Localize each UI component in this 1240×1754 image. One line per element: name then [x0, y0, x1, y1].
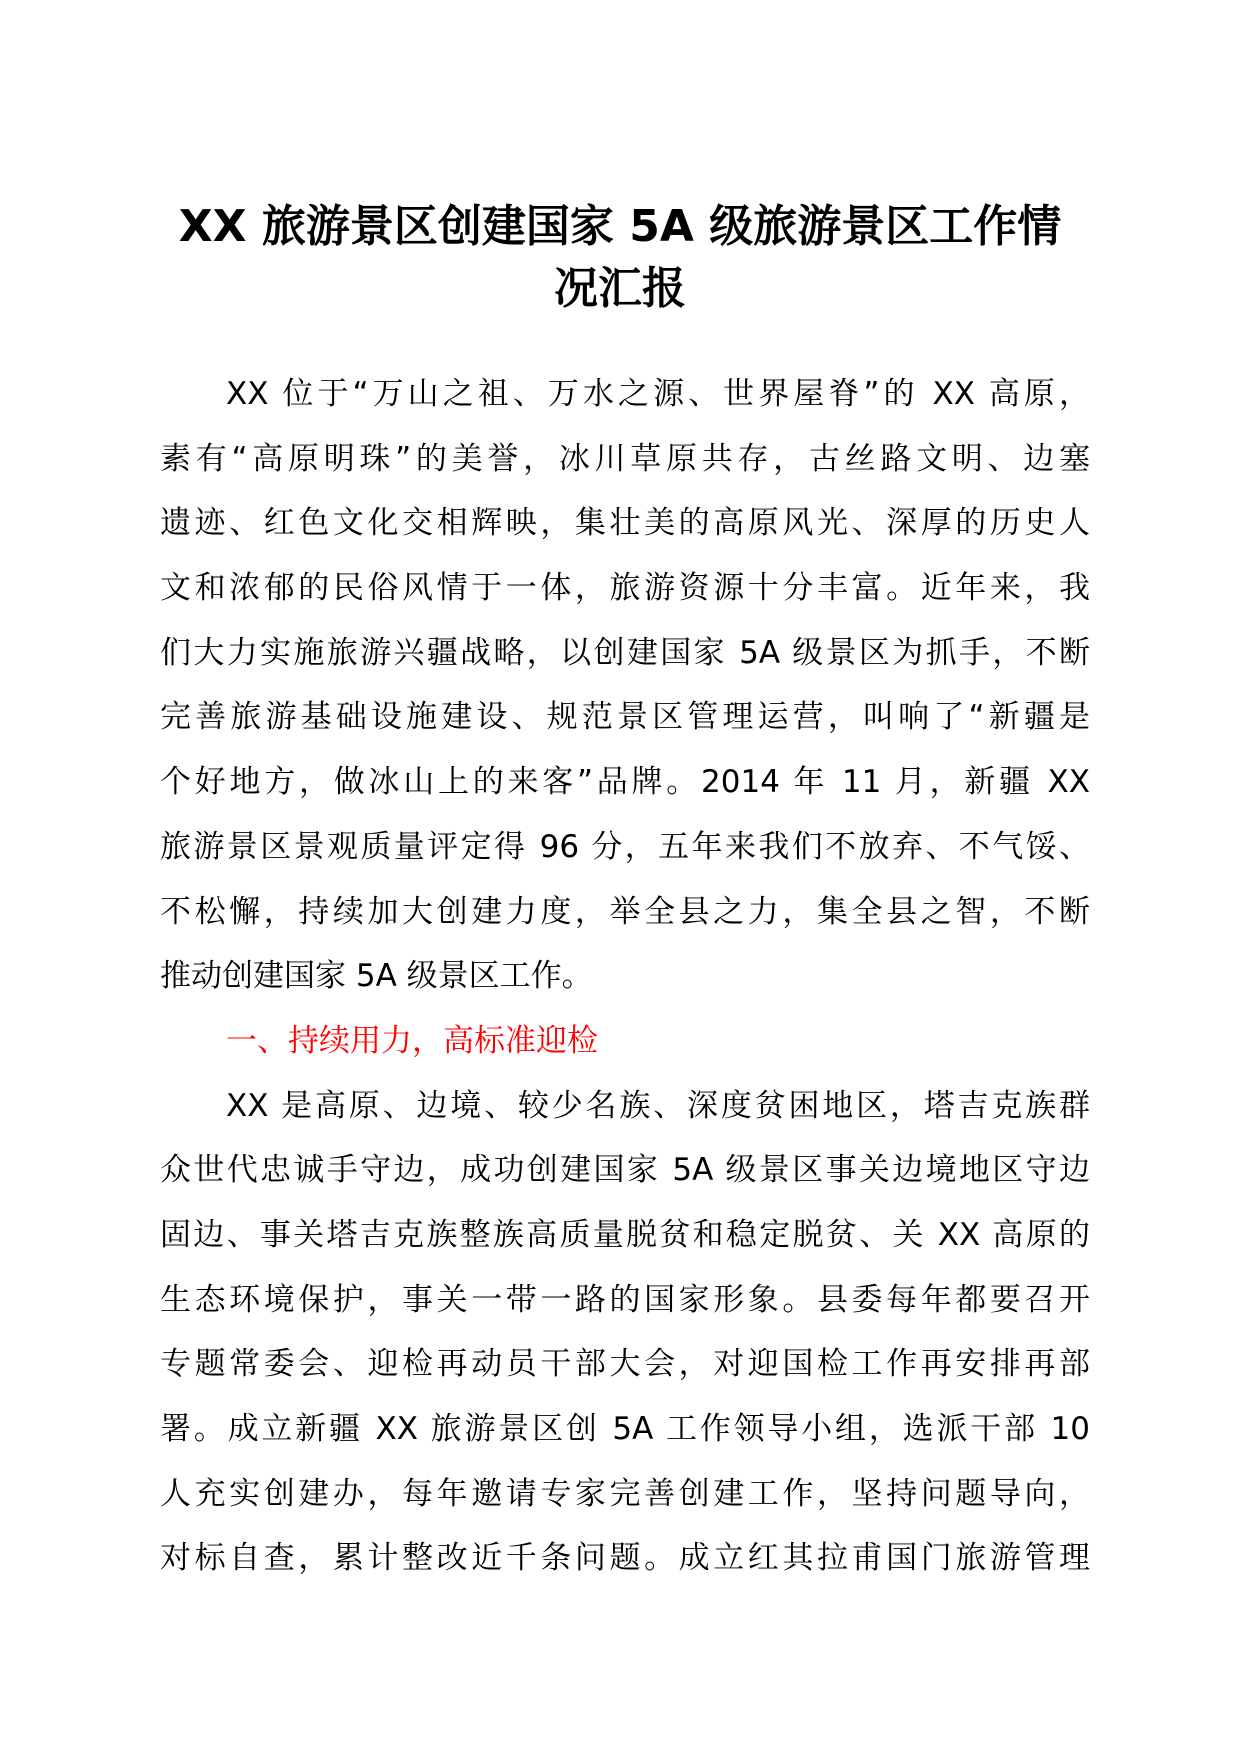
paragraph-intro: [160, 362, 1090, 1009]
document-title: [160, 196, 1080, 320]
paragraph-line: 固边、事关塔吉克族整族高质量脱贫和稳定脱贫、关 XX 高原的: [160, 1216, 1090, 1253]
title-line: XX 旅游景区创建国家 5A 级旅游景区工作情: [178, 201, 1062, 252]
paragraph-line: 众世代忠诚手守边，成功创建国家 5A 级景区事关边境地区守边: [160, 1152, 1090, 1189]
paragraph-line: 署。成立新疆 XX 旅游景区创 5A 工作领导小组，选派干部 10: [160, 1411, 1090, 1447]
paragraph-line: 素有“高原明珠”的美誉，冰川草原共存，古丝路文明、边塞: [160, 440, 1090, 477]
paragraph-line: 旅游景区景观质量评定得 96 分，五年来我们不放弃、不气馁、: [160, 828, 1090, 865]
document-body: [160, 362, 1090, 1591]
paragraph-line: XX 是高原、边境、较少名族、深度贫困地区，塔吉克族群: [226, 1087, 1090, 1124]
section-heading: 一、持续用力，高标准迎检: [226, 1022, 598, 1059]
paragraph-line: 个好地方，做冰山上的来客”品牌。2014 年 11 月，新疆 XX: [160, 764, 1090, 801]
paragraph-line: 对标自查，累计整改近千条问题。成立红其拉甫国门旅游管理: [160, 1540, 1090, 1577]
paragraph-line: 们大力实施旅游兴疆战略，以创建国家 5A 级景区为抓手，不断: [160, 634, 1090, 671]
paragraph-line: 专题常委会、迎检再动员干部大会，对迎国检工作再安排再部: [160, 1346, 1090, 1383]
paragraph-line: 生态环境保护，事关一带一路的国家形象。县委每年都要召开: [160, 1281, 1090, 1318]
paragraph-line: 不松懈，持续加大创建力度，举全县之力，集全县之智，不断: [160, 893, 1090, 930]
paragraph-section-1: [160, 1074, 1090, 1592]
paragraph-line: 文和浓郁的民俗风情于一体，旅游资源十分丰富。近年来，我: [160, 570, 1090, 607]
paragraph-line: 人充实创建办，每年邀请专家完善创建工作，坚持问题导向，: [160, 1475, 1090, 1512]
title-line: 况汇报: [554, 263, 686, 314]
paragraph-line: XX 位于“万山之祖、万水之源、世界屋脊”的 XX 高原，: [226, 376, 1090, 412]
paragraph-line: 完善旅游基础设施建设、规范景区管理运营，叫响了“新疆是: [160, 699, 1090, 736]
paragraph-line: 遗迹、红色文化交相辉映，集壮美的高原风光、深厚的历史人: [160, 505, 1090, 542]
paragraph-line: 推动创建国家 5A 级景区工作。: [160, 958, 593, 995]
